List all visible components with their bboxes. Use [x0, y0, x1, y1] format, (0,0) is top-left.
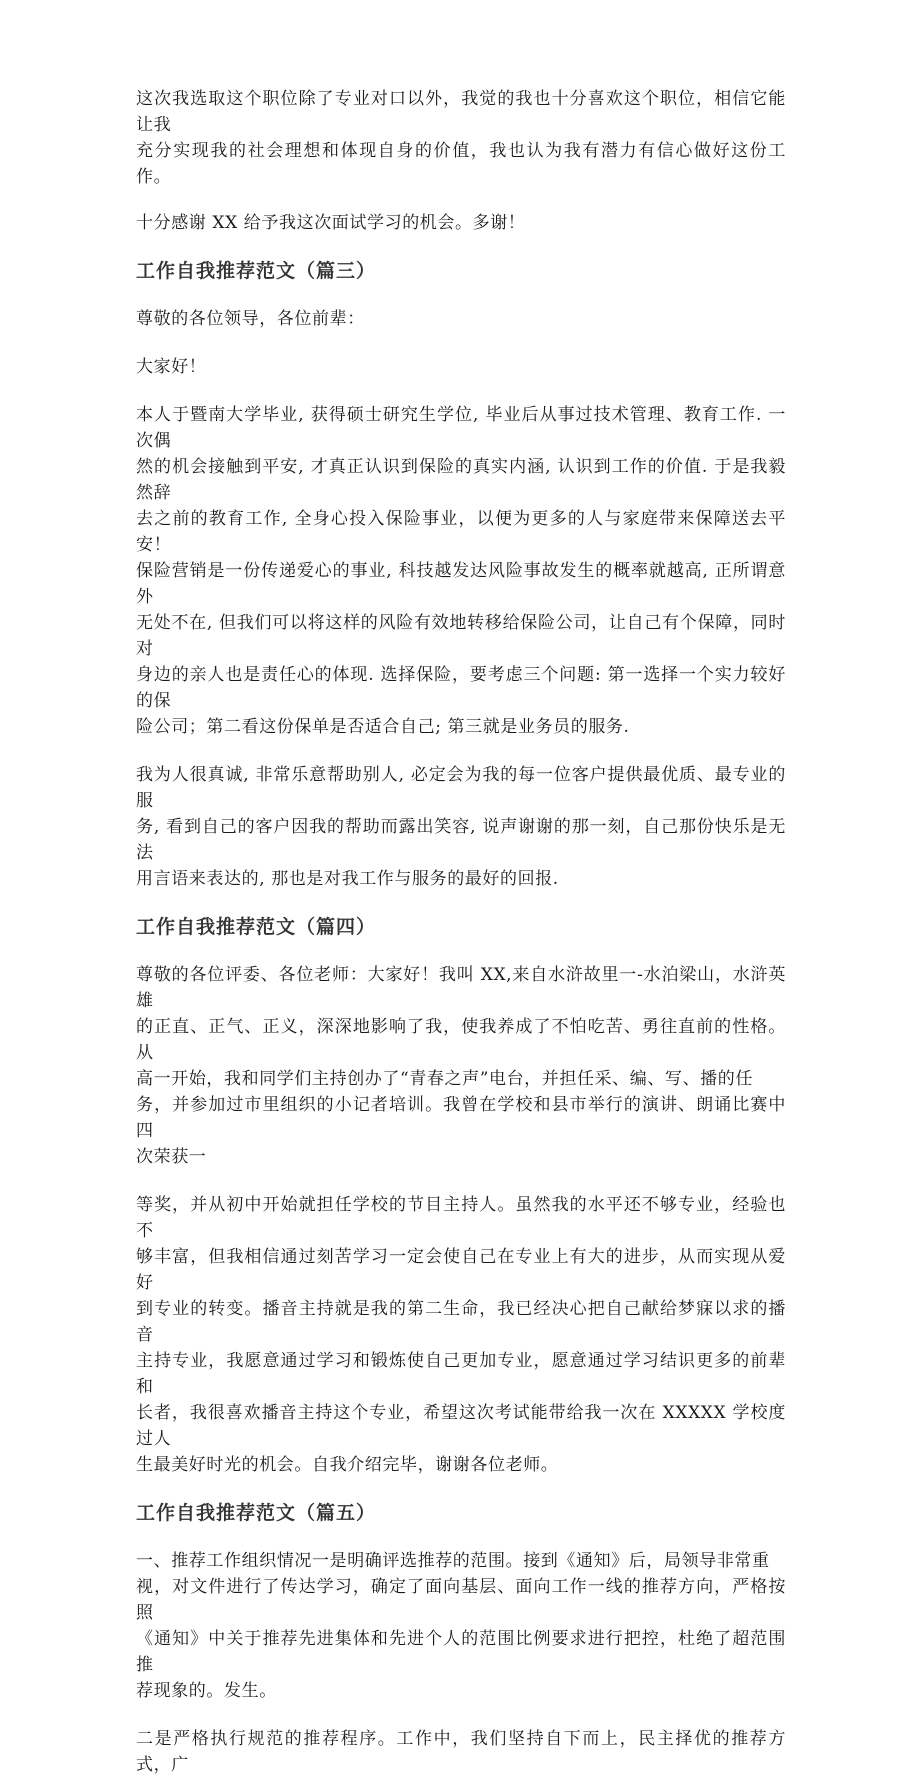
paragraph-greeting: 大家好！ [136, 357, 207, 377]
paragraph-recommendation-procedure: 二是严格执行规范的推荐程序。工作中，我们坚持自下而上，民主择优的推荐方式，广 [136, 1729, 786, 1775]
paragraph-insurance-service: 我为人很真诚, 非常乐意帮助别人, 必定会为我的每一位客户提供最优质、最专业的服 务, 看到自己的客户因我的帮助而露出笑容, 说声谢谢的那一刻，自己那份快乐是无法 用言语来表达的, 那也是对我工作与服务的最好的回报. [136, 765, 786, 889]
document-page [136, 86, 786, 1778]
heading-section-three: 工作自我推荐范文（篇三） [136, 260, 377, 282]
heading-section-four: 工作自我推荐范文（篇四） [136, 916, 377, 938]
paragraph-insurance-background: 本人于暨南大学毕业, 获得硕士研究生学位, 毕业后从事过技术管理、教育工作. 一次偶 然的机会接触到平安, 才真正认识到保险的真实内涵, 认识到工作的价值. 于是我毅然辞 去之前的教育工作, 全身心投入保险事业，以便为更多的人与家庭带来保障送去平安！ 保险营销是一份传递爱心的事业, 科技越发达风险事故发生的概率就越高, 正所谓意外 无处不在, 但我们可以将这样的风险有效地转移给保险公司，让自己有个保障，同时对 身边的亲人也是责任心的体现. 选择保险，要考虑三个问题: 第一选择一个实力较好的保 险公司；第二看这份保单是否适合自己; 第三就是业务员的服务. [136, 405, 786, 737]
paragraph-host-intro: 尊敬的各位评委、各位老师：大家好！我叫 XX,来自水浒故里一-水泊梁山，水浒英雄 的正直、正气、正义，深深地影响了我，使我养成了不怕吃苦、勇往直前的性格。从 高一开始，我和同学们主持创办了“青春之声”电台，并担任采、编、写、播的任 务，并参加过市里组织的小记者培训。我曾在学校和县市举行的演讲、朗诵比赛中四 次荣获一 [136, 965, 786, 1167]
paragraph-host-aspiration: 等奖，并从初中开始就担任学校的节目主持人。虽然我的水平还不够专业，经验也不 够丰富，但我相信通过刻苦学习一定会使自己在专业上有大的进步，从而实现从爱好 到专业的转变。播音主持就是我的第二生命，我已经决心把自己献给梦寐以求的播音 主持专业，我愿意通过学习和锻炼使自己更加专业，愿意通过学习结识更多的前辈和 长者，我很喜欢播音主持这个专业，希望这次考试能带给我一次在 XXXXX 学校度过人 生最美好时光的机会。自我介绍完毕，谢谢各位老师。 [136, 1195, 786, 1475]
paragraph-recommendation-scope: 一、推荐工作组织情况一是明确评选推荐的范围。接到《通知》后，局领导非常重 视，对文件进行了传达学习，确定了面向基层、面向工作一线的推荐方向，严格按照 《通知》中关于推荐先进集体和先进个人的范围比例要求进行把控，杜绝了超范围推 荐现象的。发生。 [136, 1551, 786, 1701]
paragraph-intro-closing: 这次我选取这个职位除了专业对口以外，我觉的我也十分喜欢这个职位，相信它能让我 充分实现我的社会理想和体现自身的价值，我也认为我有潜力有信心做好这份工作。 [136, 89, 786, 187]
heading-section-five: 工作自我推荐范文（篇五） [136, 1502, 377, 1524]
paragraph-thanks: 十分感谢 XX 给予我这次面试学习的机会。多谢！ [136, 213, 526, 233]
paragraph-salutation-leaders: 尊敬的各位领导，各位前辈： [136, 309, 365, 329]
